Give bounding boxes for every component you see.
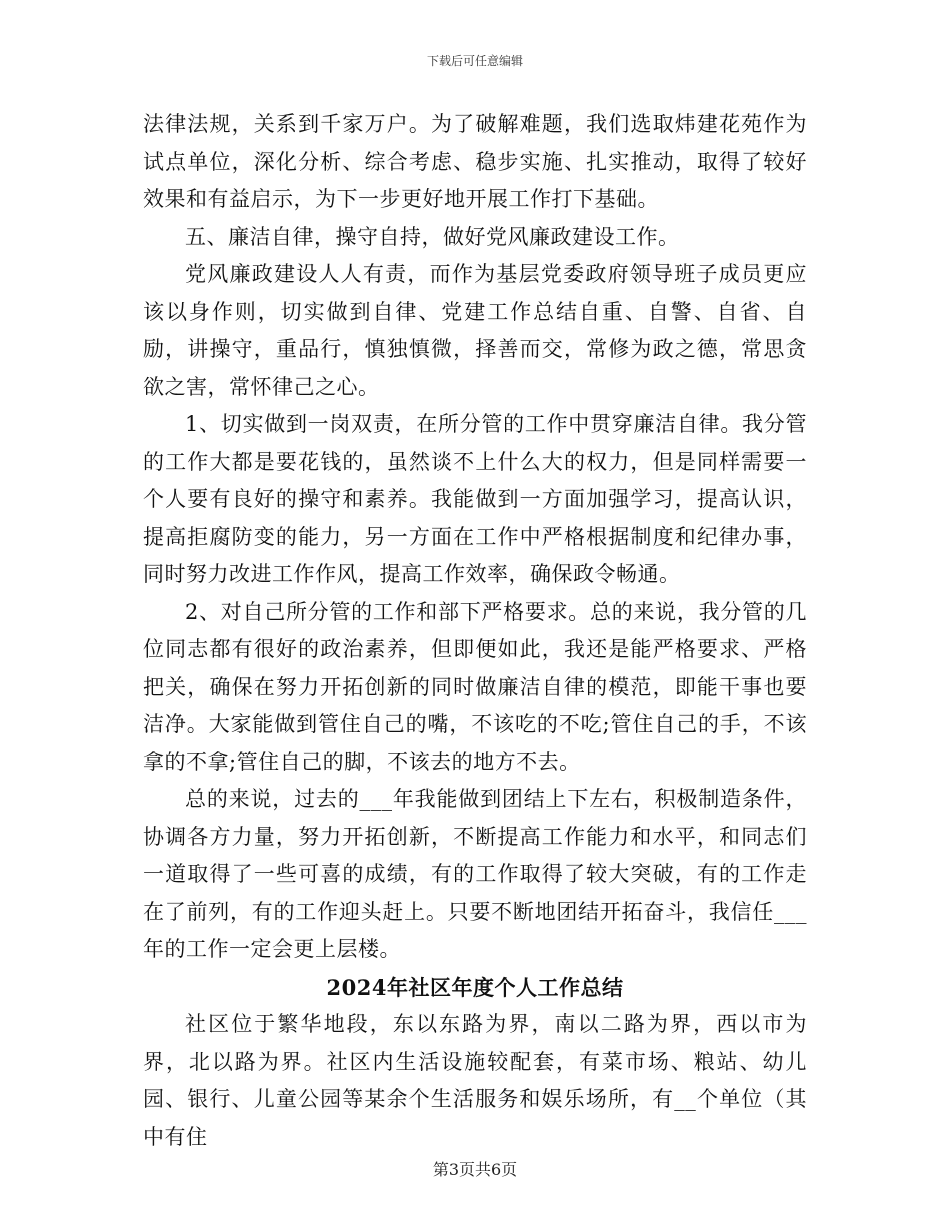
paragraph-integrity: 党风廉政建设人人有责，而作为基层党委政府领导班子成员更应该以身作则，切实做到自律、党建工作总结自重、自警、自省、自励，讲操守，重品行，慎独慎微，择善而交，常修为政之德，常思贪欲之害，常怀律己之心。 [143,262,807,399]
paragraph-community: 社区位于繁华地段，东以东路为界，南以二路为界，西以市为界，北以路为界。社区内生活设施较配套，有菜市场、粮站、幼儿园、银行、儿童公园等某余个生活服务和娱乐场所，有__个单位（其中有住 [143,1012,807,1149]
paragraph-continued: 法律法规，关系到千家万户。为了破解难题，我们选取炜建花苑作为试点单位，深化分析、综合考虑、稳步实施、扎实推动，取得了较好效果和有益启示，为下一步更好地开展工作打下基础。 [143,112,807,211]
document-heading: 2024年社区年度个人工作总结 [326,974,624,1000]
paragraph-summary: 总的来说，过去的___年我能做到团结上下左右，积极制造条件，协调各方力量，努力开拓创新，不断提高工作能力和水平，和同志们一道取得了一些可喜的成绩，有的工作取得了较大突破，有的工作走在了前列，有的工作迎头赶上。只要不断地团结开拓奋斗，我信任___年的工作一定会更上层楼。 [143,787,807,961]
paragraph-point-2: 2、对自己所分管的工作和部下严格要求。总的来说，我分管的几位同志都有很好的政治素养，但即便如此，我还是能严格要求、严格把关，确保在努力开拓创新的同时做廉洁自律的模范，即能干事也要洁净。大家能做到管住自己的嘴，不该吃的不吃;管住自己的手，不该拿的不拿;管住自己的脚，不该去的地方不去。 [143,599,807,774]
paragraph-point-1: 1、切实做到一岗双责，在所分管的工作中贯穿廉洁自律。我分管的工作大都是要花钱的，虽然谈不上什么大的权力，但是同样需要一个人要有良好的操守和素养。我能做到一方面加强学习，提高认识，提高拒腐防变的能力，另一方面在工作中严格根据制度和纪律办事，同时努力改进工作作风，提高工作效率，确保政令畅通。 [143,412,807,586]
page-header: 下载后可任意编辑 [426,54,523,68]
section-five-title: 五、廉洁自律，操守自持，做好党风廉政建设工作。 [185,224,680,249]
page-footer: 第3页共6页 [432,1160,518,1179]
document-body [143,106,807,1156]
